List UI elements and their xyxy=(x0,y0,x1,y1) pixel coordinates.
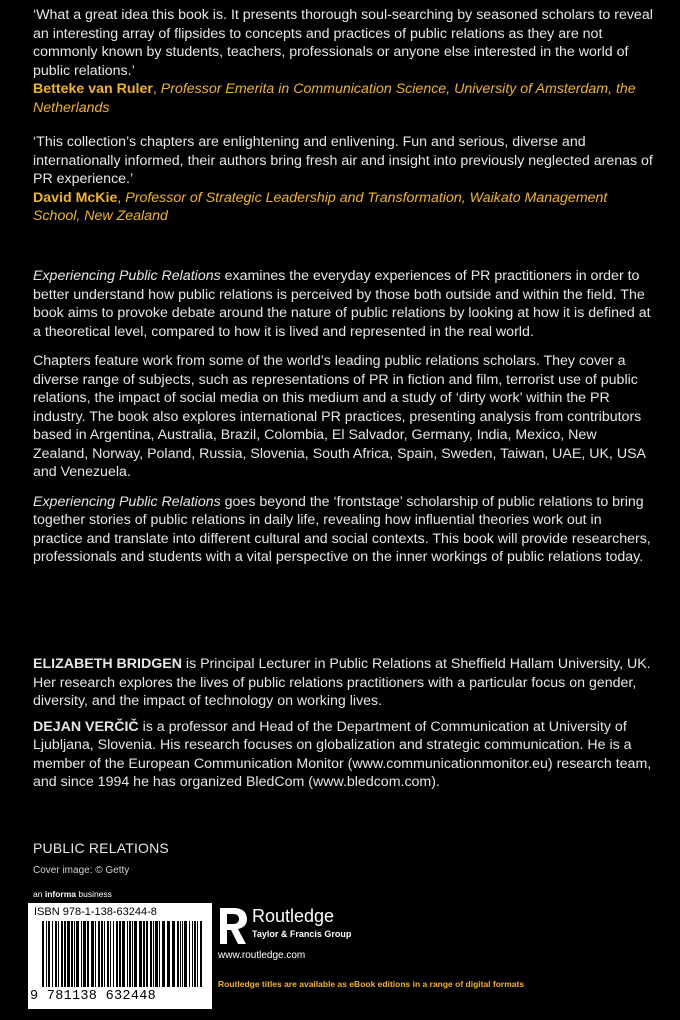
ebook-note: Routledge titles are available as eBook editions in a range of digital formats xyxy=(218,979,525,989)
endorsement-1 xyxy=(33,6,655,117)
endorser-name: Betteke van Ruler xyxy=(33,81,153,97)
publisher-url: www.routledge.com xyxy=(218,950,306,961)
isbn-label: ISBN 978-1-138-63244-8 xyxy=(34,906,157,918)
publisher-name: Routledge xyxy=(252,906,335,926)
description-text: examines the everyday experiences of PR practitioners in order to better understand how public relations is perceived by those both outside and within the field. The book aims to provoke debate around the nature of public relations by looking at how it is defined at a theoretical level, compared to how it is lived and represented in the real world. xyxy=(33,268,651,340)
barcode-digits: 9 781138 632448 xyxy=(30,989,157,1004)
endorsement-attribution: David McKie, Professor of Strategic Leadership and Transformation, Waikato Management School, New Zealand xyxy=(33,189,608,224)
description-paragraph xyxy=(33,493,655,567)
informa-suffix: business xyxy=(76,889,112,899)
publisher-group: Taylor & Francis Group xyxy=(252,929,352,939)
endorsement-quote: ‘What a great idea this book is. It presents thorough soul-searching by seasoned scholars to reveal an interesting array of flipsides to concepts and practices of public relations as they are not commonly known by students, teachers, professionals or anyone else interested in the world of public relations.’ xyxy=(33,7,653,79)
author-name: DEJAN VERČIČ xyxy=(33,718,139,735)
routledge-logo-icon xyxy=(218,906,250,946)
endorsements xyxy=(33,6,655,242)
barcode-panel xyxy=(28,903,212,1009)
subject-category: PUBLIC RELATIONS xyxy=(33,840,169,856)
barcode-icon xyxy=(42,921,204,987)
description-paragraph xyxy=(33,267,655,341)
endorsement-quote: ‘This collection’s chapters are enlightening and enlivening. Fun and serious, diverse and internationally informed, their authors bring fresh air and insight into previously neglected arenas of PR experience.’ xyxy=(33,134,653,187)
endorser-name: David McKie xyxy=(33,189,118,206)
book-description xyxy=(33,267,655,578)
informa-prefix: an xyxy=(33,889,45,899)
description-text: goes beyond the ‘frontstage’ scholarship of public relations to bring together stories of public relations in daily life, revealing how influential theories work out in practice and translate into different cultural and social contexts. This book will provide researchers, professionals and students with a vital perspective on the inner workings of public relations today. xyxy=(33,493,651,565)
cover-credit: Cover image: © Getty xyxy=(33,865,130,876)
endorser-role: Professor Emerita in Communication Science, University of Amsterdam, the Netherlands xyxy=(33,81,636,116)
author-bio-text: is a professor and Head of the Department of Communication at University of Ljubljana, Slovenia. His research focuses on globalization and strategic communication. He is a member of the European Communication Monitor (www.communicationmonitor.eu) research team, and since 1994 he has organized BledCom (www.bledcom.com). xyxy=(33,718,652,790)
book-title-italic: Experiencing Public Relations xyxy=(33,493,221,510)
author-bio xyxy=(33,718,655,792)
informa-tagline xyxy=(33,889,112,899)
informa-brand: informa xyxy=(44,889,76,899)
book-title-italic: Experiencing Public Relations xyxy=(33,268,221,284)
author-name: ELIZABETH BRIDGEN xyxy=(33,656,182,672)
author-bios xyxy=(33,655,655,799)
author-bio-text: is Principal Lecturer in Public Relations at Sheffield Hallam University, UK. Her research explores the lives of public relations practitioners with a particular focus on gender, diversity, and the impact of technology on working lives. xyxy=(33,656,651,709)
endorsement-attribution: Betteke van Ruler, Professor Emerita in Communication Science, University of Amsterdam, the Netherlands xyxy=(33,81,636,116)
author-bio xyxy=(33,655,655,711)
endorser-role: Professor of Strategic Leadership and Transformation, Waikato Management School, New Zealand xyxy=(33,189,608,224)
description-paragraph: Chapters feature work from some of the world’s leading public relations scholars. They cover a diverse range of subjects, such as representations of PR in fiction and film, terrorist use of public relations, the impact of social media on this medium and a study of ‘dirty work’ within the PR industry. The book also explores international PR practices, presenting analysis from contributors based in Argentina, Australia, Brazil, Colombia, El Salvador, Germany, India, Mexico, New Zealand, Norway, Poland, Russia, Slovenia, South Africa, Spain, Sweden, Taiwan, UAE, UK, USA and Venezuela. xyxy=(33,353,646,480)
endorsement-2 xyxy=(33,133,655,226)
